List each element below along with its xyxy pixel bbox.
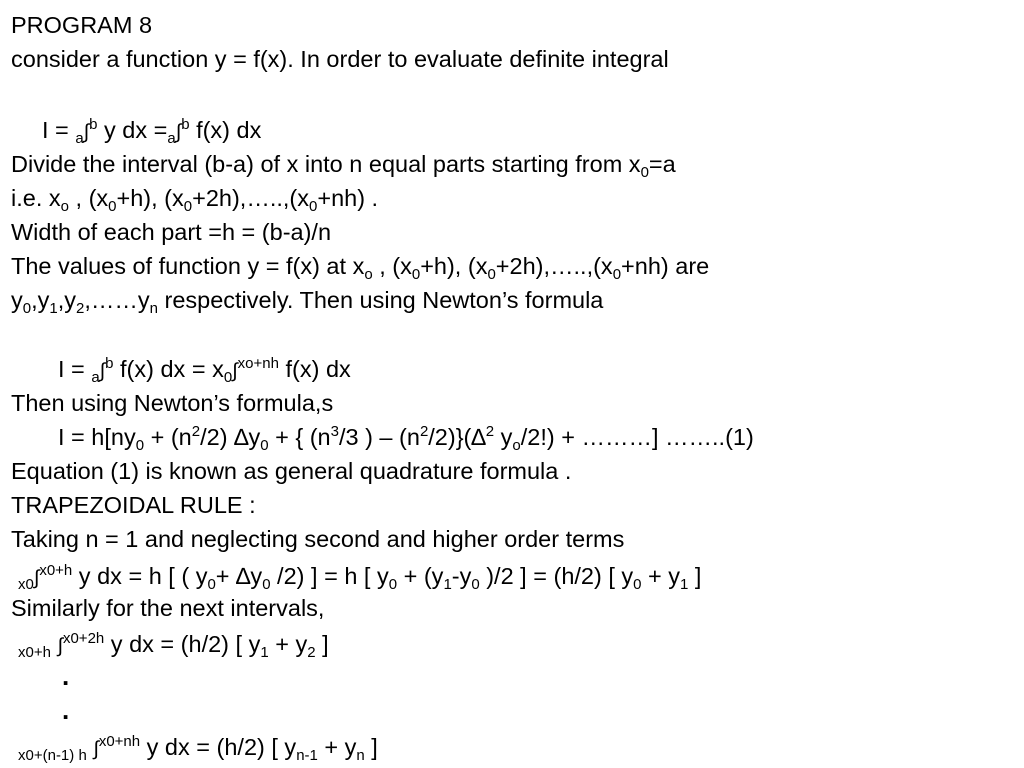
t2-s2: 2 <box>307 644 316 661</box>
values-s3: 0 <box>487 266 496 283</box>
divide-sub: 0 <box>640 164 649 181</box>
ie-s2: 0 <box>108 198 117 215</box>
trapezoid-first <box>18 562 701 592</box>
quad-p2: 2 <box>191 423 201 440</box>
int2-rhs: f(x) dx <box>278 356 351 382</box>
integral-mid: y dx = <box>97 117 168 143</box>
upper-limit: b <box>89 116 98 133</box>
trapezoid-second <box>18 630 329 660</box>
ie-a: i.e. x <box>11 185 61 211</box>
t1-c: /2) ] = h [ y <box>270 563 389 589</box>
t2-c: ] <box>315 631 329 657</box>
integral-sign-3: ∫ <box>99 360 106 382</box>
int2-lower: a <box>91 369 100 386</box>
values-a: The values of function y = f(x) at x <box>11 253 365 279</box>
t3-s1: n-1 <box>296 747 318 764</box>
y-values-line <box>11 286 604 317</box>
quad-p3: 3 <box>330 423 339 440</box>
ie-d: +2h),…..,(x <box>192 185 309 211</box>
t1-upper: x0+h <box>39 562 73 579</box>
taking-line: Taking n = 1 and neglecting second and higher order terms <box>11 526 625 552</box>
t3-s2: n <box>356 747 365 764</box>
int2-mid: f(x) dx = x <box>113 356 224 382</box>
t2-b: + y <box>268 631 308 657</box>
yn-sub: n <box>149 300 158 317</box>
values-b: , (x <box>372 253 412 279</box>
t3-c: ] <box>364 734 378 760</box>
integral-lhs: I = <box>42 117 76 143</box>
values-s2: 0 <box>411 266 421 283</box>
quad-d: + { (n <box>268 424 331 450</box>
quad-a: I = h[ny <box>58 424 136 450</box>
ie-s4: 0 <box>309 198 318 215</box>
ie-b: , (x <box>68 185 109 211</box>
ie-line <box>11 184 379 215</box>
trapezoidal-heading: TRAPEZOIDAL RULE : <box>11 492 256 518</box>
values-s1: o <box>364 266 373 283</box>
quad-p5: 2 <box>485 423 495 440</box>
quad-b: + (n <box>144 424 192 450</box>
divide-text: Divide the interval (b-a) of x into n equal parts starting from x <box>11 151 641 177</box>
trapezoid-last <box>18 733 378 763</box>
t3-a: y dx = (h/2) [ y <box>140 734 297 760</box>
y1: ,y <box>31 287 50 313</box>
ie-c: +h), (x <box>116 185 184 211</box>
t1-lower: x0 <box>18 576 34 593</box>
intro-line: consider a function y = f(x). In order to evaluate definite integral <box>11 46 669 72</box>
quad-s2: o <box>512 437 521 454</box>
int2-upper: b <box>105 355 114 372</box>
upper-limit-2: b <box>181 116 190 133</box>
t1-s1: 0 <box>262 576 271 593</box>
t1-s0: 0 <box>207 576 216 593</box>
values-e: +nh) are <box>621 253 710 279</box>
ie-s1: o <box>60 198 69 215</box>
t2-upper: x0+2h <box>62 630 105 647</box>
values-s4: 0 <box>612 266 622 283</box>
t1-a: y dx = h [ ( y <box>72 563 208 589</box>
t2-a: y dx = (h/2) [ y <box>104 631 261 657</box>
integral-sign-5: ∫ <box>33 567 40 589</box>
t1-d: + (y <box>397 563 444 589</box>
yn: ,……y <box>84 287 150 313</box>
int2-sub0: 0 <box>223 369 233 386</box>
integral-sign-4: ∫ <box>232 360 238 382</box>
quad-s1: 0 <box>260 437 269 454</box>
quad-g: y <box>494 424 513 450</box>
y2-sub: 2 <box>76 300 85 317</box>
t3-lower: x0+(n-1) h <box>18 747 87 764</box>
ie-s3: 0 <box>183 198 193 215</box>
y-tail: respectively. Then using Newton’s formula <box>157 287 604 313</box>
t2-lower: x0+h <box>18 644 51 661</box>
lower-limit: a <box>75 130 84 147</box>
values-c: +h), (x <box>420 253 488 279</box>
t3-b: + y <box>317 734 357 760</box>
t1-s6: 1 <box>680 576 689 593</box>
divide-tail: =a <box>648 151 676 177</box>
values-d: +2h),…..,(x <box>495 253 613 279</box>
quad-f: /2)}(∆ <box>428 424 486 450</box>
y0: y <box>11 287 23 313</box>
int2-upper2: xo+nh <box>237 355 279 372</box>
y0-sub: 0 <box>22 300 32 317</box>
t1-f: )/2 ] = (h/2) [ y <box>479 563 634 589</box>
similarly-line: Similarly for the next intervals, <box>11 595 325 621</box>
t1-b: + ∆y <box>215 563 263 589</box>
t2-s1: 1 <box>260 644 269 661</box>
quad-p4: 2 <box>419 423 429 440</box>
newton-line: Then using Newton’s formula,s <box>11 390 334 416</box>
width-line: Width of each part =h = (b-a)/n <box>11 219 332 245</box>
values-line <box>11 252 710 283</box>
t1-s2: 0 <box>388 576 398 593</box>
equation-known-line: Equation (1) is known as general quadrature formula . <box>11 458 572 484</box>
int2-lhs: I = <box>58 356 92 382</box>
t1-s4: 0 <box>471 576 480 593</box>
integral-rhs: f(x) dx <box>189 117 262 143</box>
t3-upper: x0+nh <box>98 733 141 750</box>
slide-title: PROGRAM 8 <box>11 12 153 38</box>
integral-newton <box>58 355 351 385</box>
t1-h: ] <box>688 563 702 589</box>
integral-sign-2: ∫ <box>175 121 182 143</box>
t1-e: -y <box>451 563 472 589</box>
integral-sign-6: ∫ <box>57 635 63 657</box>
lower-limit-2: a <box>167 130 176 147</box>
divide-line <box>11 150 676 181</box>
integral-sign-7: ∫ <box>93 738 99 760</box>
y1-sub: 1 <box>49 300 58 317</box>
quad-c: /2) ∆y <box>200 424 261 450</box>
integral-sign: ∫ <box>83 121 90 143</box>
quad-e: /3 ) – (n <box>338 424 420 450</box>
t1-s5: 0 <box>633 576 642 593</box>
continuation-dot-1: . <box>62 661 70 691</box>
y2: ,y <box>57 287 76 313</box>
t1-s3: 1 <box>443 576 452 593</box>
quad-h: /2!) + ………] ……..(1) <box>520 424 754 450</box>
quadrature-formula <box>58 423 754 454</box>
continuation-dot-2: . <box>62 695 70 725</box>
integral-definition <box>42 116 261 146</box>
t1-g: + y <box>641 563 681 589</box>
quad-s0: 0 <box>135 437 145 454</box>
ie-e: +nh) . <box>317 185 379 211</box>
